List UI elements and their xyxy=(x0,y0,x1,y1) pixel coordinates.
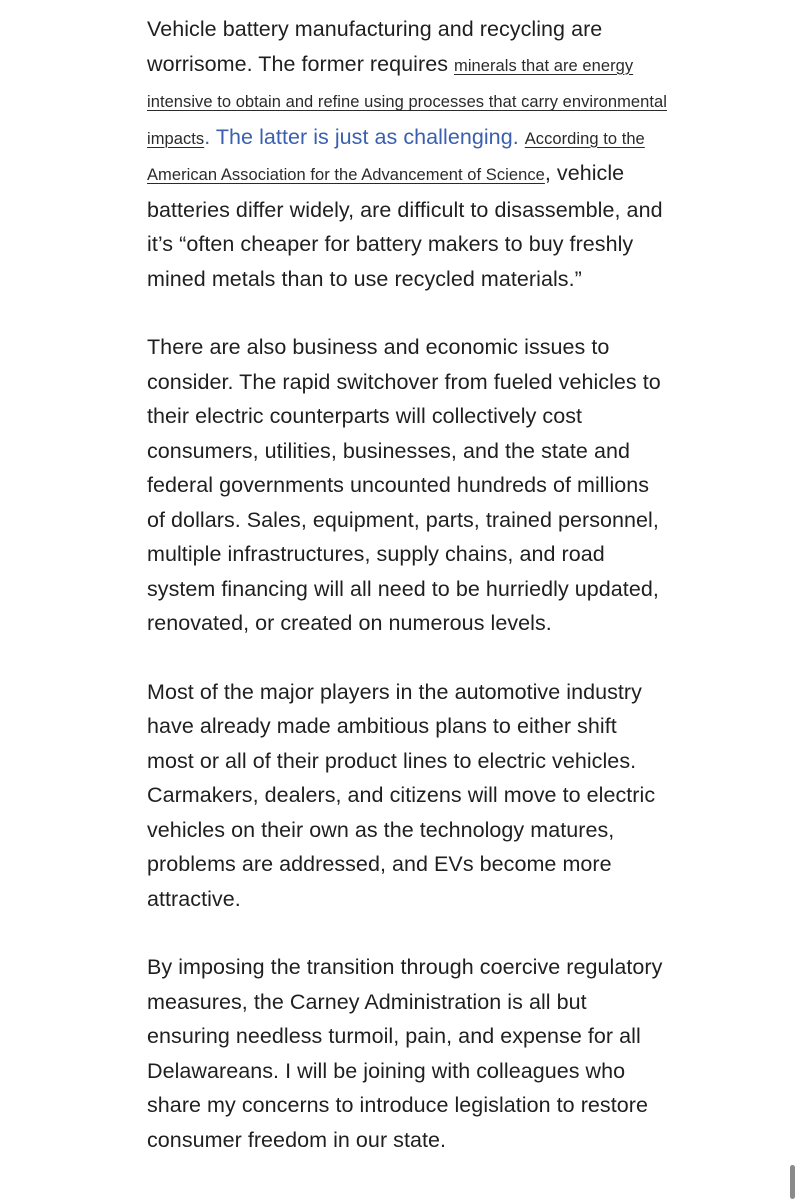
minerals-link[interactable]: minerals that are energy intensive to obtain and refine using processes that carry environmental impacts xyxy=(147,56,667,148)
paragraph-text: Vehicle battery manufacturing and recycling are worrisome. The former requires xyxy=(147,17,603,76)
highlighted-text: . The latter is just as challenging. xyxy=(204,124,525,149)
paragraph-industry: Most of the major players in the automotive industry have already made ambitious plans to either shift most or all of their product lines to electric vehicles. Carmakers, dealers, and citizens will move to electric vehicles on their own as the technology matures, problems are addressed, and EVs become more attractive. xyxy=(147,679,656,911)
scrollbar-thumb[interactable] xyxy=(790,1165,795,1199)
paragraph-economics: There are also business and economic issues to consider. The rapid switchover from fueled vehicles to their electric counterparts will collectively cost consumers, utilities, businesses, and the state and federal governments uncounted hundreds of millions of dollars. Sales, equipment, parts, trained personnel, multiple infrastructures, supply chains, and road system financing will all need to be hurriedly updated, renovated, or created on numerous levels. xyxy=(147,335,661,635)
aaas-link[interactable]: According to the American Association for the Advancement of Science xyxy=(147,129,645,184)
paragraph-text: , vehicle batteries differ widely, are difficult to disassemble, and it’s “often cheaper for battery makers to buy freshly mined metals than to use recycled materials.” xyxy=(147,161,663,291)
article-body xyxy=(147,12,667,1191)
paragraph-batteries xyxy=(147,12,667,296)
paragraph-conclusion: By imposing the transition through coercive regulatory measures, the Carney Administration is all but ensuring needless turmoil, pain, and expense for all Delawareans. I will be joining with colleagues who share my concerns to introduce legislation to restore consumer freedom in our state. xyxy=(147,955,663,1152)
